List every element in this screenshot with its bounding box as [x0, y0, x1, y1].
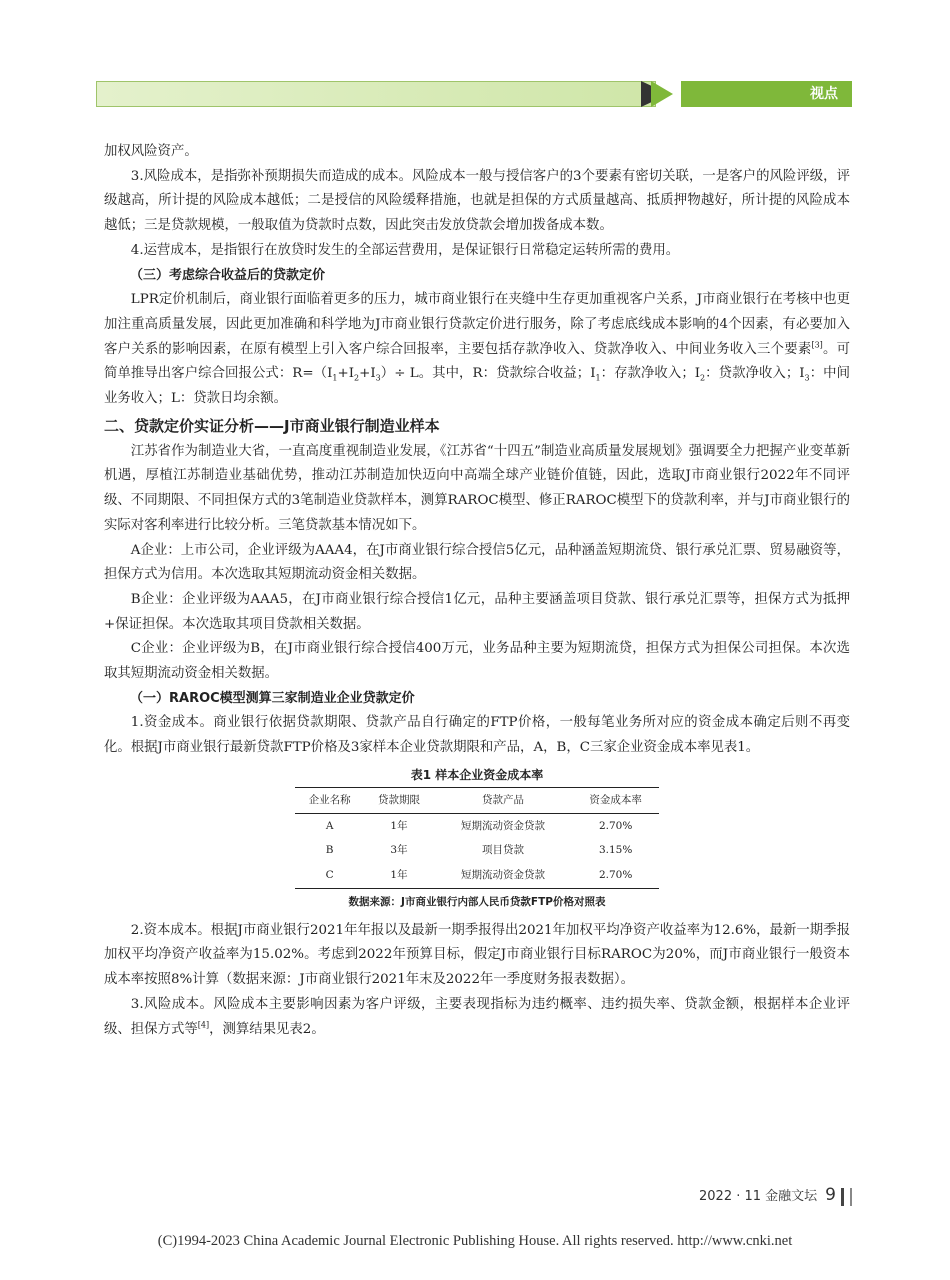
- subscript: 1: [595, 374, 601, 383]
- page-footer: [699, 1183, 852, 1209]
- page-number: 9: [825, 1185, 836, 1205]
- table-row: [295, 863, 659, 888]
- paragraph: A企业：上市公司，企业评级为AAA4，在J市商业银行综合授信5亿元，品种涵盖短期流贷、银行承兑汇票、贸易融资等，担保方式为信用。本次选取其短期流动资金相关数据。: [104, 542, 850, 583]
- table-cell: B: [325, 844, 334, 857]
- paragraph: C企业：企业评级为B，在J市商业银行综合授信400万元，业务品种主要为短期流贷，担保方式为担保公司担保。本次选取其短期流动资金相关数据。: [104, 641, 850, 682]
- text-run: LPR定价机制后，商业银行面临着更多的压力，城市商业银行在夹缝中生存更加重视客户关系，J市商业银行在考核中也更加注重高质量发展，因此更加准确和科学地为J市商业银行贷款定价进行服务，除了考虑底线成本影响的4个因素，有必要加入客户关系的影响因素，在原有模型上引入客户综合回报率，主要包括存款净收入、贷款净收入、中间业务收入三个要素: [104, 292, 850, 357]
- paragraph: [104, 993, 850, 1042]
- table-cell: 2.70%: [572, 863, 659, 888]
- column-header: 贷款产品: [434, 787, 573, 813]
- text-run: +I: [359, 366, 376, 382]
- table-source-note: 数据来源：J市商业银行内部人民币贷款FTP价格对照表: [348, 895, 606, 908]
- subsection-heading: （三）考虑综合收益后的贷款定价: [130, 267, 326, 283]
- column-header: 企业名称: [295, 787, 364, 813]
- text-run: ，测算结果见表2。: [209, 1021, 325, 1037]
- table-cell: 短期流动资金贷款: [460, 819, 545, 832]
- text-run: ：中间业务收入；L：贷款日均余额。: [104, 366, 850, 407]
- table-header-row: [295, 787, 659, 813]
- table-cell: 1年: [390, 819, 408, 832]
- funding-cost-table: [295, 787, 659, 889]
- table-row: [295, 838, 659, 863]
- table-cell: 1年: [364, 863, 433, 888]
- paragraph: 3.风险成本，是指弥补预期损失而造成的成本。风险成本一般与授信客户的3个要素有密切关联，一是客户的风险评级，评级越高，所计提的风险成本越低；二是授信的风险缓释措施，也就是担保的方式质量越高、抵质押物越好，所计提的风险成本越低；三是贷款规模，一般取值为贷款时点数，因此突击发放贷款会增加拨备成本数。: [104, 168, 850, 234]
- citation-ref: [3]: [811, 340, 823, 350]
- section-heading: 二、贷款定价实证分析——J市商业银行制造业样本: [104, 416, 440, 435]
- subscript: 1: [332, 374, 338, 383]
- citation-ref: [4]: [197, 1020, 210, 1030]
- article-body: [104, 140, 850, 1042]
- page-header: [96, 81, 852, 107]
- subscript: 3: [375, 374, 381, 383]
- table-cell: 3年: [390, 844, 408, 857]
- paragraph: 1.资金成本。商业银行依据贷款期限、贷款产品自行确定的FTP价格，一般每笔业务所对应的资金成本确定后则不再变化。根据J市商业银行最新贷款FTP价格及3家样本企业贷款期限和产品，A，B，C三家企业资金成本率见表1。: [104, 715, 850, 756]
- text-run: 。可简单推导出客户综合回报公式：R=（I: [104, 341, 851, 382]
- paragraph-formula: [104, 288, 850, 412]
- column-header: 贷款期限: [364, 787, 433, 813]
- paragraph: 2.资本成本。根据J市商业银行2021年年报以及最新一期季报得出2021年加权平均净资产收益率为12.6%，最新一期季报加权平均净资产收益率为15.02%。考虑到2022年预算目标，假定J市商业银行目标RAROC为20%，而J市商业银行一般资本成本率按照8%计算（数据来源：J市商业银行2021年末及2022年一季度财务报表数据）。: [104, 922, 850, 988]
- subscript: 3: [804, 374, 810, 383]
- text-run: ：贷款净收入；I: [705, 366, 805, 382]
- paragraph: 江苏省作为制造业大省，一直高度重视制造业发展，《江苏省“十四五”制造业高质量发展规划》强调要全力把握产业变革新机遇，厚植江苏制造业基础优势，推动江苏制造加快迈向中高端全球产业链价值链，因此，选取J市商业银行2022年不同评级、不同期限、不同担保方式的3笔制造业贷款样本，测算RAROC模型、修正RAROC模型下的贷款利率，并与J市商业银行的实际对客利率进行比较分析。三笔贷款基本情况如下。: [104, 443, 850, 533]
- text-run: ：存款净收入；I: [600, 366, 701, 382]
- subscript: 2: [354, 374, 360, 383]
- table-cell: 项目贷款: [481, 844, 524, 857]
- table-cell: A: [325, 819, 334, 832]
- table-caption: 表1 样本企业资金成本率: [410, 767, 544, 782]
- paragraph: 4.运营成本，是指银行在放贷时发生的全部运营费用，是保证银行日常稳定运转所需的费用。: [130, 242, 680, 258]
- section-tag: 视点: [681, 81, 852, 107]
- text-run: +I: [337, 366, 355, 382]
- text-run: ）÷ L。其中，R：贷款综合收益；I: [380, 366, 596, 382]
- header-bar: [96, 81, 656, 107]
- table-cell: C: [295, 863, 364, 888]
- paragraph: 加权风险资产。: [104, 144, 198, 159]
- table-cell: 2.70%: [598, 819, 633, 832]
- column-header: 资金成本率: [572, 787, 659, 813]
- paragraph: B企业：企业评级为AAA5，在J市商业银行综合授信1亿元，品种主要涵盖项目贷款、银行承兑汇票等，担保方式为抵押+保证担保。本次选取其项目贷款相关数据。: [104, 591, 850, 632]
- copyright-notice: (C)1994-2023 China Academic Journal Electronic Publishing House. All rights reserved. http://www.cnki.net: [157, 1233, 793, 1249]
- text-run: 3.风险成本。风险成本主要影响因素为客户评级，主要表现指标为违约概率、违约损失率、贷款金额，根据样本企业评级、担保方式等: [104, 996, 850, 1037]
- journal-issue: 2022 · 11 金融文坛: [699, 1189, 818, 1204]
- table-cell: 短期流动资金贷款: [434, 863, 573, 888]
- subscript: 2: [700, 374, 706, 383]
- table-cell: 3.15%: [598, 844, 633, 857]
- header-arrow-accent-icon: [651, 81, 673, 107]
- footer-bars-icon: [841, 1188, 852, 1206]
- subsection-heading: （一）RAROC模型测算三家制造业企业贷款定价: [130, 690, 415, 706]
- table-row: [295, 813, 659, 838]
